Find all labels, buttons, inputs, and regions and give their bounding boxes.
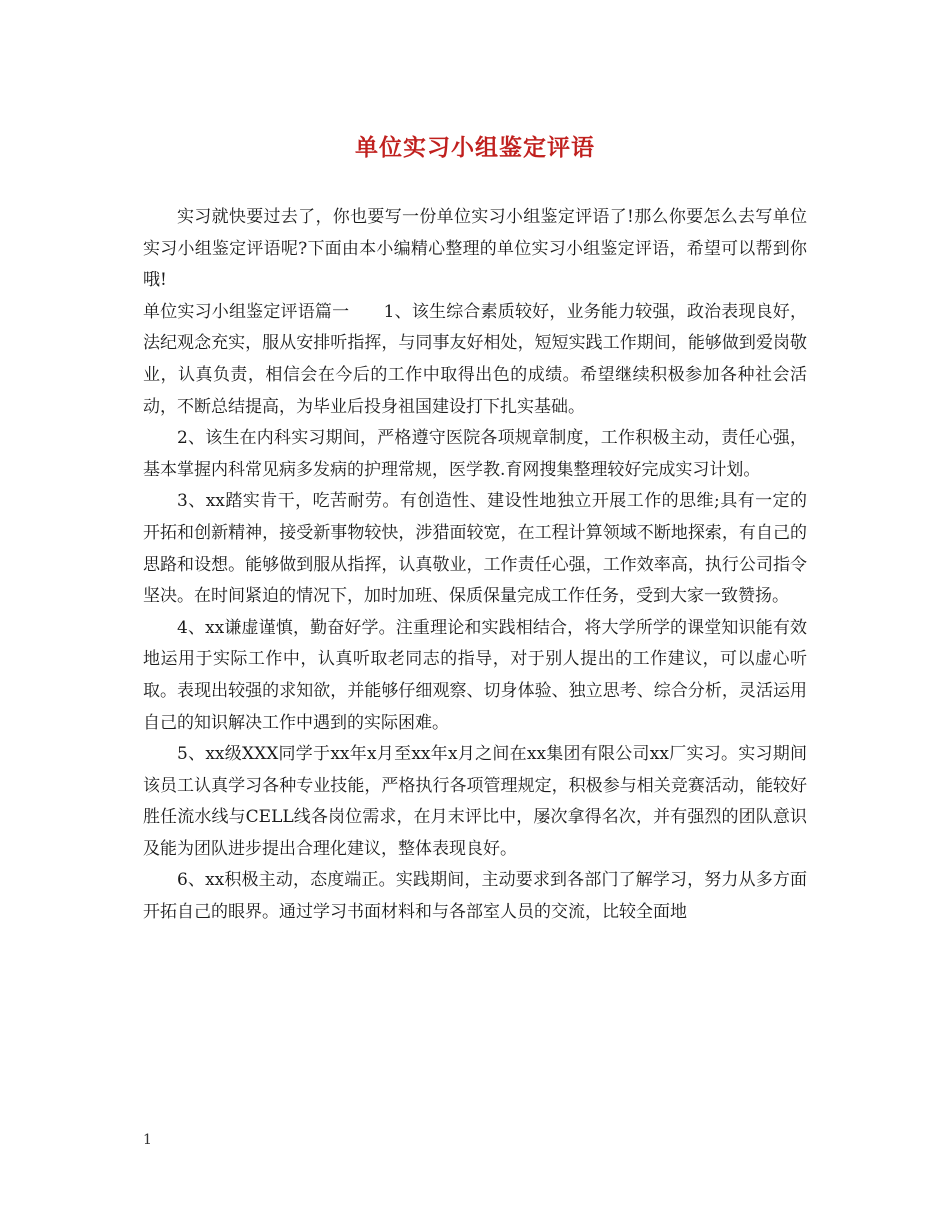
paragraph-item-4: 4、xx谦虚谨慎，勤奋好学。注重理论和实践相结合，将大学所学的课堂知识能有效地运用于实际工作中，认真听取老同志的指导，对于别人提出的工作建议，可以虚心听取。表现出较强的求知欲，并能够仔细观察、切身体验、独立思考、综合分析，灵活运用自己的知识解决工作中遇到的实际困难。 (143, 617, 807, 733)
page-number: 1 (143, 1132, 152, 1148)
paragraph-item-6: 6、xx积极主动，态度端正。实践期间，主动要求到各部门了解学习，努力从多方面开拓自己的眼界。通过学习书面材料和与各部室人员的交流，比较全面地 (143, 870, 807, 923)
paragraph-item-5: 5、xx级XXX同学于xx年x月至xx年x月之间在xx集团有限公司xx厂实习。实习期间该员工认真学习各种专业技能，严格执行各项管理规定，积极参与相关竞赛活动，能较好胜任流水线与CELL线各岗位需求，在月末评比中，屡次拿得名次，并有强烈的团队意识及能为团队进步提出合理化建议，整体表现良好。 (143, 744, 807, 859)
paragraph-item-3: 3、xx踏实肯干，吃苦耐劳。有创造性、建设性地独立开展工作的思维;具有一定的开拓和创新精神，接受新事物较快，涉猎面较宽，在工程计算领域不断地探索，有自己的思路和设想。能够做到服从指挥，认真敬业，工作责任心强，工作效率高，执行公司指令坚决。在时间紧迫的情况下，加时加班、保质保量完成工作任务，受到大家一致赞扬。 (143, 491, 807, 607)
intro-paragraph: 实习就快要过去了，你也要写一份单位实习小组鉴定评语了!那么你要怎么去写单位实习小组鉴定评语呢?下面由本小编精心整理的单位实习小组鉴定评语，希望可以帮到你哦! (143, 207, 807, 291)
paragraph-section-one: 单位实习小组鉴定评语篇一 1、该生综合素质较好，业务能力较强，政治表现良好，法纪观念充实，服从安排听指挥，与同事友好相处，短短实践工作期间，能够做到爱岗敬业，认真负责，相信会在今后的工作中取得出色的成绩。希望继续积极参加各种社会活动，不断总结提高，为毕业后投身祖国建设打下扎实基础。 (143, 301, 807, 417)
document-body (143, 202, 807, 929)
document-title: 单位实习小组鉴定评语 (355, 134, 595, 161)
paragraph-item-2: 2、该生在内科实习期间，严格遵守医院各项规章制度，工作积极主动，责任心强，基本掌握内科常见病多发病的护理常规，医学教.育网搜集整理较好完成实习计划。 (143, 428, 807, 480)
